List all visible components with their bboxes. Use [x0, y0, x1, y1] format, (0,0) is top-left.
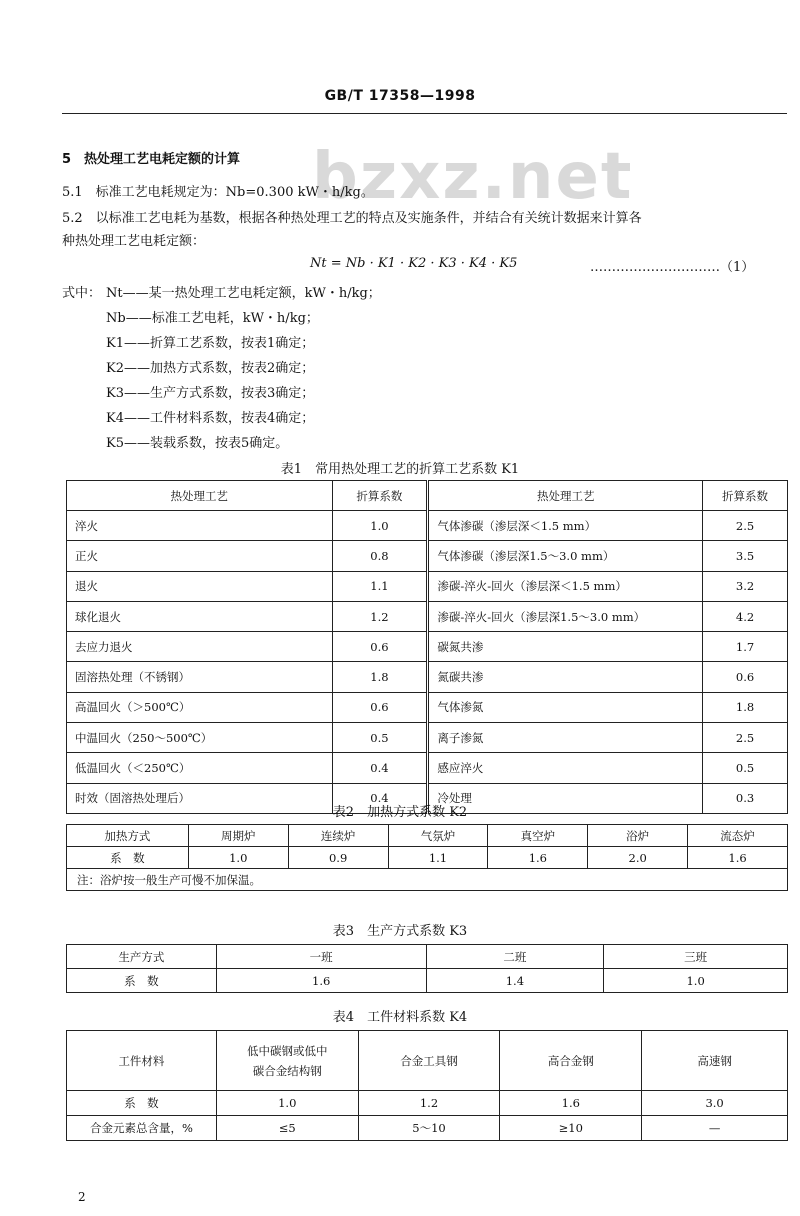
- clause-5-1: 5.1 标准工艺电耗规定为：Nb=0.300 kW・h/kg。: [62, 185, 374, 200]
- table-cell: 1.2: [332, 601, 428, 631]
- table-row: [67, 1116, 788, 1141]
- table-cell: 时效（固溶热处理后）: [67, 783, 333, 813]
- table4-header: 高速钢: [642, 1031, 788, 1091]
- section-title: 5 热处理工艺电耗定额的计算: [62, 152, 241, 167]
- table4-header: 合金工具钢: [358, 1031, 500, 1091]
- table-cell: 渗碳-淬火-回火（渗层深＜1.5 mm）: [428, 571, 703, 601]
- table-cell: 1.0: [216, 1091, 358, 1116]
- table2-header: 浴炉: [588, 825, 688, 847]
- table1-header-process: 热处理工艺: [67, 481, 333, 511]
- table-cell: 氮碳共渗: [428, 662, 703, 692]
- table-cell: 1.0: [604, 969, 788, 993]
- table-cell: 3.5: [703, 541, 788, 571]
- table-row: [67, 753, 788, 783]
- table-cell: 1.0: [332, 511, 428, 541]
- table-cell: 1.7: [703, 632, 788, 662]
- table4-header: 工件材料: [67, 1031, 217, 1091]
- table-cell: 去应力退火: [67, 632, 333, 662]
- table3: [66, 944, 788, 993]
- table-cell: 0.8: [332, 541, 428, 571]
- table-cell: 1.6: [216, 969, 426, 993]
- table-cell: 0.3: [703, 783, 788, 813]
- where-lead: 式中：: [62, 286, 102, 301]
- table-cell: 碳氮共渗: [428, 632, 703, 662]
- table-row: [67, 662, 788, 692]
- table-cell: 固溶热处理（不锈钢）: [67, 662, 333, 692]
- table1-header-factor: 折算系数: [703, 481, 788, 511]
- table-cell: 0.4: [332, 753, 428, 783]
- table-cell: 球化退火: [67, 601, 333, 631]
- definition-k3: K3——生产方式系数，按表3确定；: [106, 386, 315, 401]
- table-cell: 1.4: [426, 969, 604, 993]
- table3-header: 一班: [216, 945, 426, 969]
- table-row: [67, 632, 788, 662]
- table-cell: 低温回火（＜250℃）: [67, 753, 333, 783]
- table-cell: 离子渗氮: [428, 723, 703, 753]
- table-row: [67, 969, 788, 993]
- table3-header: 生产方式: [67, 945, 217, 969]
- table3-header: 二班: [426, 945, 604, 969]
- table2-header: 加热方式: [67, 825, 189, 847]
- table-cell: 5～10: [358, 1116, 500, 1141]
- table-cell: 0.5: [332, 723, 428, 753]
- table2-header: 连续炉: [288, 825, 388, 847]
- table2-note: 注：浴炉按一般生产可慢不加保温。: [67, 869, 788, 891]
- table4: [66, 1030, 788, 1141]
- table2-header: 气氛炉: [388, 825, 488, 847]
- formula: Nt = Nb · K1 · K2 · K3 · K4 · K5: [310, 256, 518, 271]
- table2-header: 周期炉: [188, 825, 288, 847]
- table-row: [67, 723, 788, 753]
- table-cell: 3.0: [642, 1091, 788, 1116]
- table2-caption: 表2 加热方式系数 K2: [332, 805, 468, 820]
- table3-header: 三班: [604, 945, 788, 969]
- table-cell: 0.4: [332, 783, 428, 813]
- table-cell: 气体渗碳（渗层深1.5～3.0 mm）: [428, 541, 703, 571]
- table-row: [67, 1091, 788, 1116]
- table-cell: 系 数: [67, 847, 189, 869]
- table-row: [67, 601, 788, 631]
- watermark: bzxz.net: [312, 140, 634, 214]
- table-cell: 0.6: [703, 662, 788, 692]
- table-cell: 冷处理: [428, 783, 703, 813]
- table-cell: 1.1: [332, 571, 428, 601]
- table4-header: 低中碳钢或低中 碳合金结构钢: [216, 1031, 358, 1091]
- table-cell: 0.6: [332, 692, 428, 722]
- header-rule: [62, 113, 787, 114]
- table-cell: 0.9: [288, 847, 388, 869]
- table2: [66, 824, 788, 891]
- table1-caption: 表1 常用热处理工艺的折算工艺系数 K1: [280, 462, 520, 477]
- table-cell: 1.8: [703, 692, 788, 722]
- page-header: GB/T 17358—1998: [324, 88, 476, 104]
- table1: [66, 480, 788, 814]
- definition-k4: K4——工件材料系数，按表4确定；: [106, 411, 315, 426]
- table-cell: 1.0: [188, 847, 288, 869]
- table-cell: 1.2: [358, 1091, 500, 1116]
- table-cell: 系 数: [67, 1091, 217, 1116]
- table-row: [67, 692, 788, 722]
- table-cell: 2.5: [703, 723, 788, 753]
- definition-k1: K1——折算工艺系数，按表1确定；: [106, 336, 315, 351]
- table-row: [67, 541, 788, 571]
- table-cell: 1.8: [332, 662, 428, 692]
- table-cell: 2.5: [703, 511, 788, 541]
- table-cell: 感应淬火: [428, 753, 703, 783]
- table-cell: 正火: [67, 541, 333, 571]
- table-cell: ≥10: [500, 1116, 642, 1141]
- table-cell: 渗碳-淬火-回火（渗层深1.5～3.0 mm）: [428, 601, 703, 631]
- table-row: [67, 571, 788, 601]
- table-cell: 1.6: [500, 1091, 642, 1116]
- table3-caption: 表3 生产方式系数 K3: [332, 924, 468, 939]
- clause-5-2-line1: 5.2 以标准工艺电耗为基数，根据各种热处理工艺的特点及实施条件，并结合有关统计数据来计算各: [62, 211, 642, 226]
- table-cell: 2.0: [588, 847, 688, 869]
- table-cell: 0.5: [703, 753, 788, 783]
- formula-number: …………………………（1）: [590, 260, 755, 275]
- definition-k5: K5——装载系数，按表5确定。: [106, 436, 289, 451]
- table-cell: 淬火: [67, 511, 333, 541]
- table-cell: 0.6: [332, 632, 428, 662]
- table2-header: 流态炉: [688, 825, 788, 847]
- table-cell: 1.6: [688, 847, 788, 869]
- table-row: [67, 511, 788, 541]
- page-number: 2: [78, 1190, 86, 1204]
- table-cell: 1.6: [488, 847, 588, 869]
- table-cell: ≤5: [216, 1116, 358, 1141]
- table-cell: 合金元素总含量，%: [67, 1116, 217, 1141]
- table1-header-process: 热处理工艺: [428, 481, 703, 511]
- table4-header: 高合金钢: [500, 1031, 642, 1091]
- table-cell: 气体渗氮: [428, 692, 703, 722]
- definition-k2: K2——加热方式系数，按表2确定；: [106, 361, 315, 376]
- table-cell: —: [642, 1116, 788, 1141]
- table-row: [67, 847, 788, 869]
- table2-header: 真空炉: [488, 825, 588, 847]
- table-cell: 退火: [67, 571, 333, 601]
- definition-nt: Nt——某一热处理工艺电耗定额，kW・h/kg；: [106, 286, 381, 301]
- table-cell: 4.2: [703, 601, 788, 631]
- table1-header-factor: 折算系数: [332, 481, 428, 511]
- table-cell: 3.2: [703, 571, 788, 601]
- table-cell: 高温回火（＞500℃）: [67, 692, 333, 722]
- table-cell: 1.1: [388, 847, 488, 869]
- table-cell: 系 数: [67, 969, 217, 993]
- table4-caption: 表4 工件材料系数 K4: [332, 1010, 468, 1025]
- definition-nb: Nb——标准工艺电耗，kW・h/kg；: [106, 311, 319, 326]
- clause-5-2-line2: 种热处理工艺电耗定额：: [62, 234, 206, 249]
- table-cell: 气体渗碳（渗层深＜1.5 mm）: [428, 511, 703, 541]
- table-cell: 中温回火（250～500℃）: [67, 723, 333, 753]
